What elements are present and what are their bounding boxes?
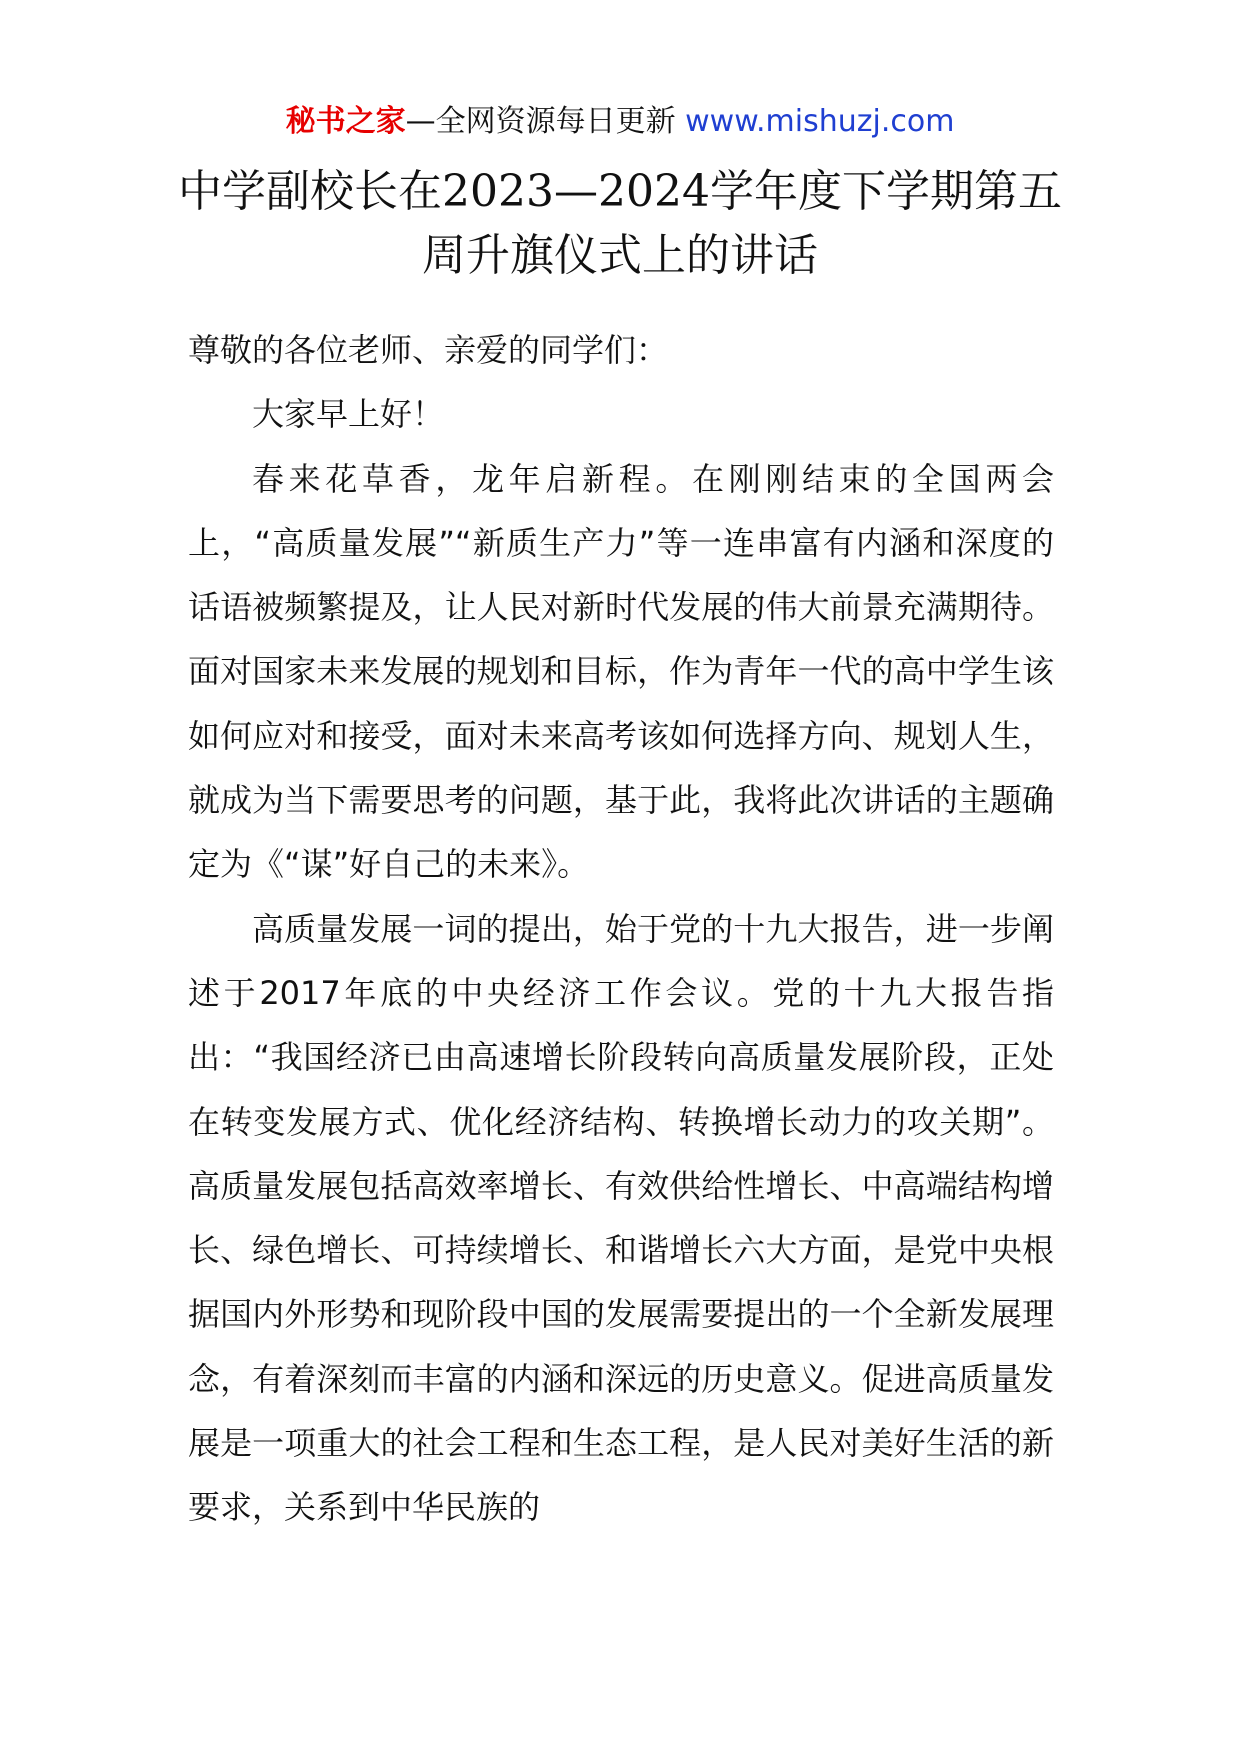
document-title [160,160,1080,288]
title-part-2: 学年度下学期第五周升旗仪式上的讲话 [422,166,1062,281]
body-paragraph: 高质量发展一词的提出，始于党的十九大报告，进一步阐述于2017年底的中央经济工作会议。党的十九大报告指出：“我国经济已由高速增长阶段转向高质量发展阶段，正处在转变发展方式、优化经济结构、转换增长动力的攻关期”。高质量发展包括高效率增长、有效供给性增长、中高端结构增长、绿色增长、可持续增长、和谐增长六大方面，是党中央根据国内外形势和现阶段中国的发展需要提出的一个全新发展理念，有着深刻而丰富的内涵和深远的历史意义。促进高质量发展是一项重大的社会工程和生态工程，是人民对美好生活的新要求，关系到中华民族的 [188,909,1054,1527]
site-url-link[interactable]: www.mishuzj.com [685,104,955,139]
document-body [188,318,1054,1540]
title-years: 2023—2024 [442,166,710,217]
site-header [0,100,1240,144]
site-tagline: —全网资源每日更新 [405,104,676,139]
greeting-paragraph: 大家早上好！ [252,395,445,434]
salutation: 尊敬的各位老师、亲爱的同学们： [188,331,669,369]
brand-name: 秘书之家 [285,104,406,139]
title-part-1: 中学副校长在 [178,166,443,217]
body-paragraph: 春来花草香，龙年启新程。在刚刚结束的全国两会上，“高质量发展”“新质生产力”等一连串富有内涵和深度的话语被频繁提及，让人民对新时代发展的伟大前景充满期待。面对国家未来发展的规划和目标，作为青年一代的高中学生该如何应对和接受，面对未来高考该如何选择方向、规划人生，就成为当下需要思考的问题，基于此，我将此次讲话的主题确定为《“谋”好自己的未来》。 [188,459,1054,884]
